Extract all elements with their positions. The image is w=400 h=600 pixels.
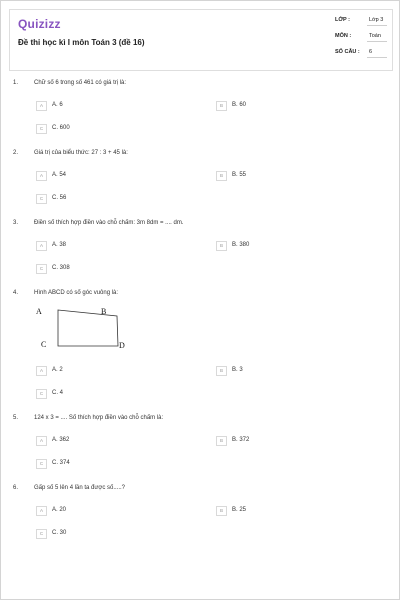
option-text: C. 374 (52, 460, 70, 466)
meta-value: 6 (369, 49, 373, 55)
quizizz-logo: Quizizz (18, 17, 61, 31)
option-text: A. 20 (52, 507, 67, 513)
meta-row-count (10, 46, 392, 58)
meta-row-subject (10, 30, 392, 42)
option-letter-box: B (216, 506, 227, 516)
option-text: A. 362 (52, 437, 70, 443)
option-text: C. 600 (52, 125, 70, 131)
option-text: B. 25 (232, 507, 247, 513)
question-text: Điền số thích hợp điền vào chỗ chấm: 3m 8dm = .... dm. (34, 220, 184, 226)
question-number: 6. (13, 485, 19, 491)
meta-value: Toán (369, 33, 381, 39)
question-number: 1. (13, 80, 19, 86)
option-letter-box: B (216, 171, 227, 181)
option-text: A. 2 (52, 367, 63, 373)
question-number: 5. (13, 415, 19, 421)
vertex-label-d: D (119, 341, 125, 350)
meta-underline (367, 57, 387, 58)
question-text: Gấp số 5 lên 4 lần ta được số.....? (34, 485, 126, 491)
option-letter-box: C (36, 529, 47, 539)
worksheet-header (9, 9, 393, 71)
option-text: B. 3 (232, 367, 243, 373)
option-letter-box: C (36, 124, 47, 134)
option-letter-box: B (216, 101, 227, 111)
option-letter-box: C (36, 194, 47, 204)
option-letter-box: C (36, 264, 47, 274)
option-text: A. 54 (52, 172, 67, 178)
option-letter-box: A (36, 506, 47, 516)
option-letter-box: B (216, 436, 227, 446)
vertex-label-b: B (101, 307, 107, 316)
option-letter-box: C (36, 389, 47, 399)
meta-value: Lớp 3 (369, 17, 384, 23)
question-text: Hình ABCD có số góc vuông là: (34, 290, 119, 296)
meta-row-class (10, 14, 392, 26)
option-text: B. 60 (232, 102, 247, 108)
option-letter-box: A (36, 101, 47, 111)
option-text: A. 6 (52, 102, 63, 108)
option-letter-box: A (36, 436, 47, 446)
meta-underline (367, 25, 387, 26)
option-text: C. 4 (52, 390, 64, 396)
option-letter-box: A (36, 366, 47, 376)
meta-underline (367, 41, 387, 42)
question-text: 124 x 3 = .... Số thích hợp điền vào chỗ chấm là: (34, 415, 164, 421)
meta-key: LỚP : (335, 17, 350, 23)
option-text: B. 380 (232, 242, 250, 248)
worksheet-title: Đề thi học kì I môn Toán 3 (đề 16) (18, 38, 145, 47)
question-number: 4. (13, 290, 19, 296)
vertex-label-a: A (36, 307, 42, 316)
meta-key: SỐ CÂU : (335, 49, 360, 55)
quadrilateral-figure (37, 307, 137, 352)
vertex-label-c: C (41, 340, 47, 349)
option-letter-box: A (36, 171, 47, 181)
option-text: B. 372 (232, 437, 250, 443)
option-text: A. 38 (52, 242, 67, 248)
option-letter-box: B (216, 241, 227, 251)
question-text: Chữ số 6 trong số 461 có giá trị là: (34, 80, 127, 86)
option-text: C. 30 (52, 530, 67, 536)
option-letter-box: A (36, 241, 47, 251)
option-text: B. 55 (232, 172, 247, 178)
question-number: 2. (13, 150, 19, 156)
option-letter-box: C (36, 459, 47, 469)
question-number: 3. (13, 220, 19, 226)
option-text: C. 56 (52, 195, 67, 201)
option-text: C. 308 (52, 265, 70, 271)
meta-key: MÔN : (335, 33, 352, 39)
option-letter-box: B (216, 366, 227, 376)
question-text: Giá trị của biểu thức: 27 : 3 + 45 là: (34, 150, 128, 156)
